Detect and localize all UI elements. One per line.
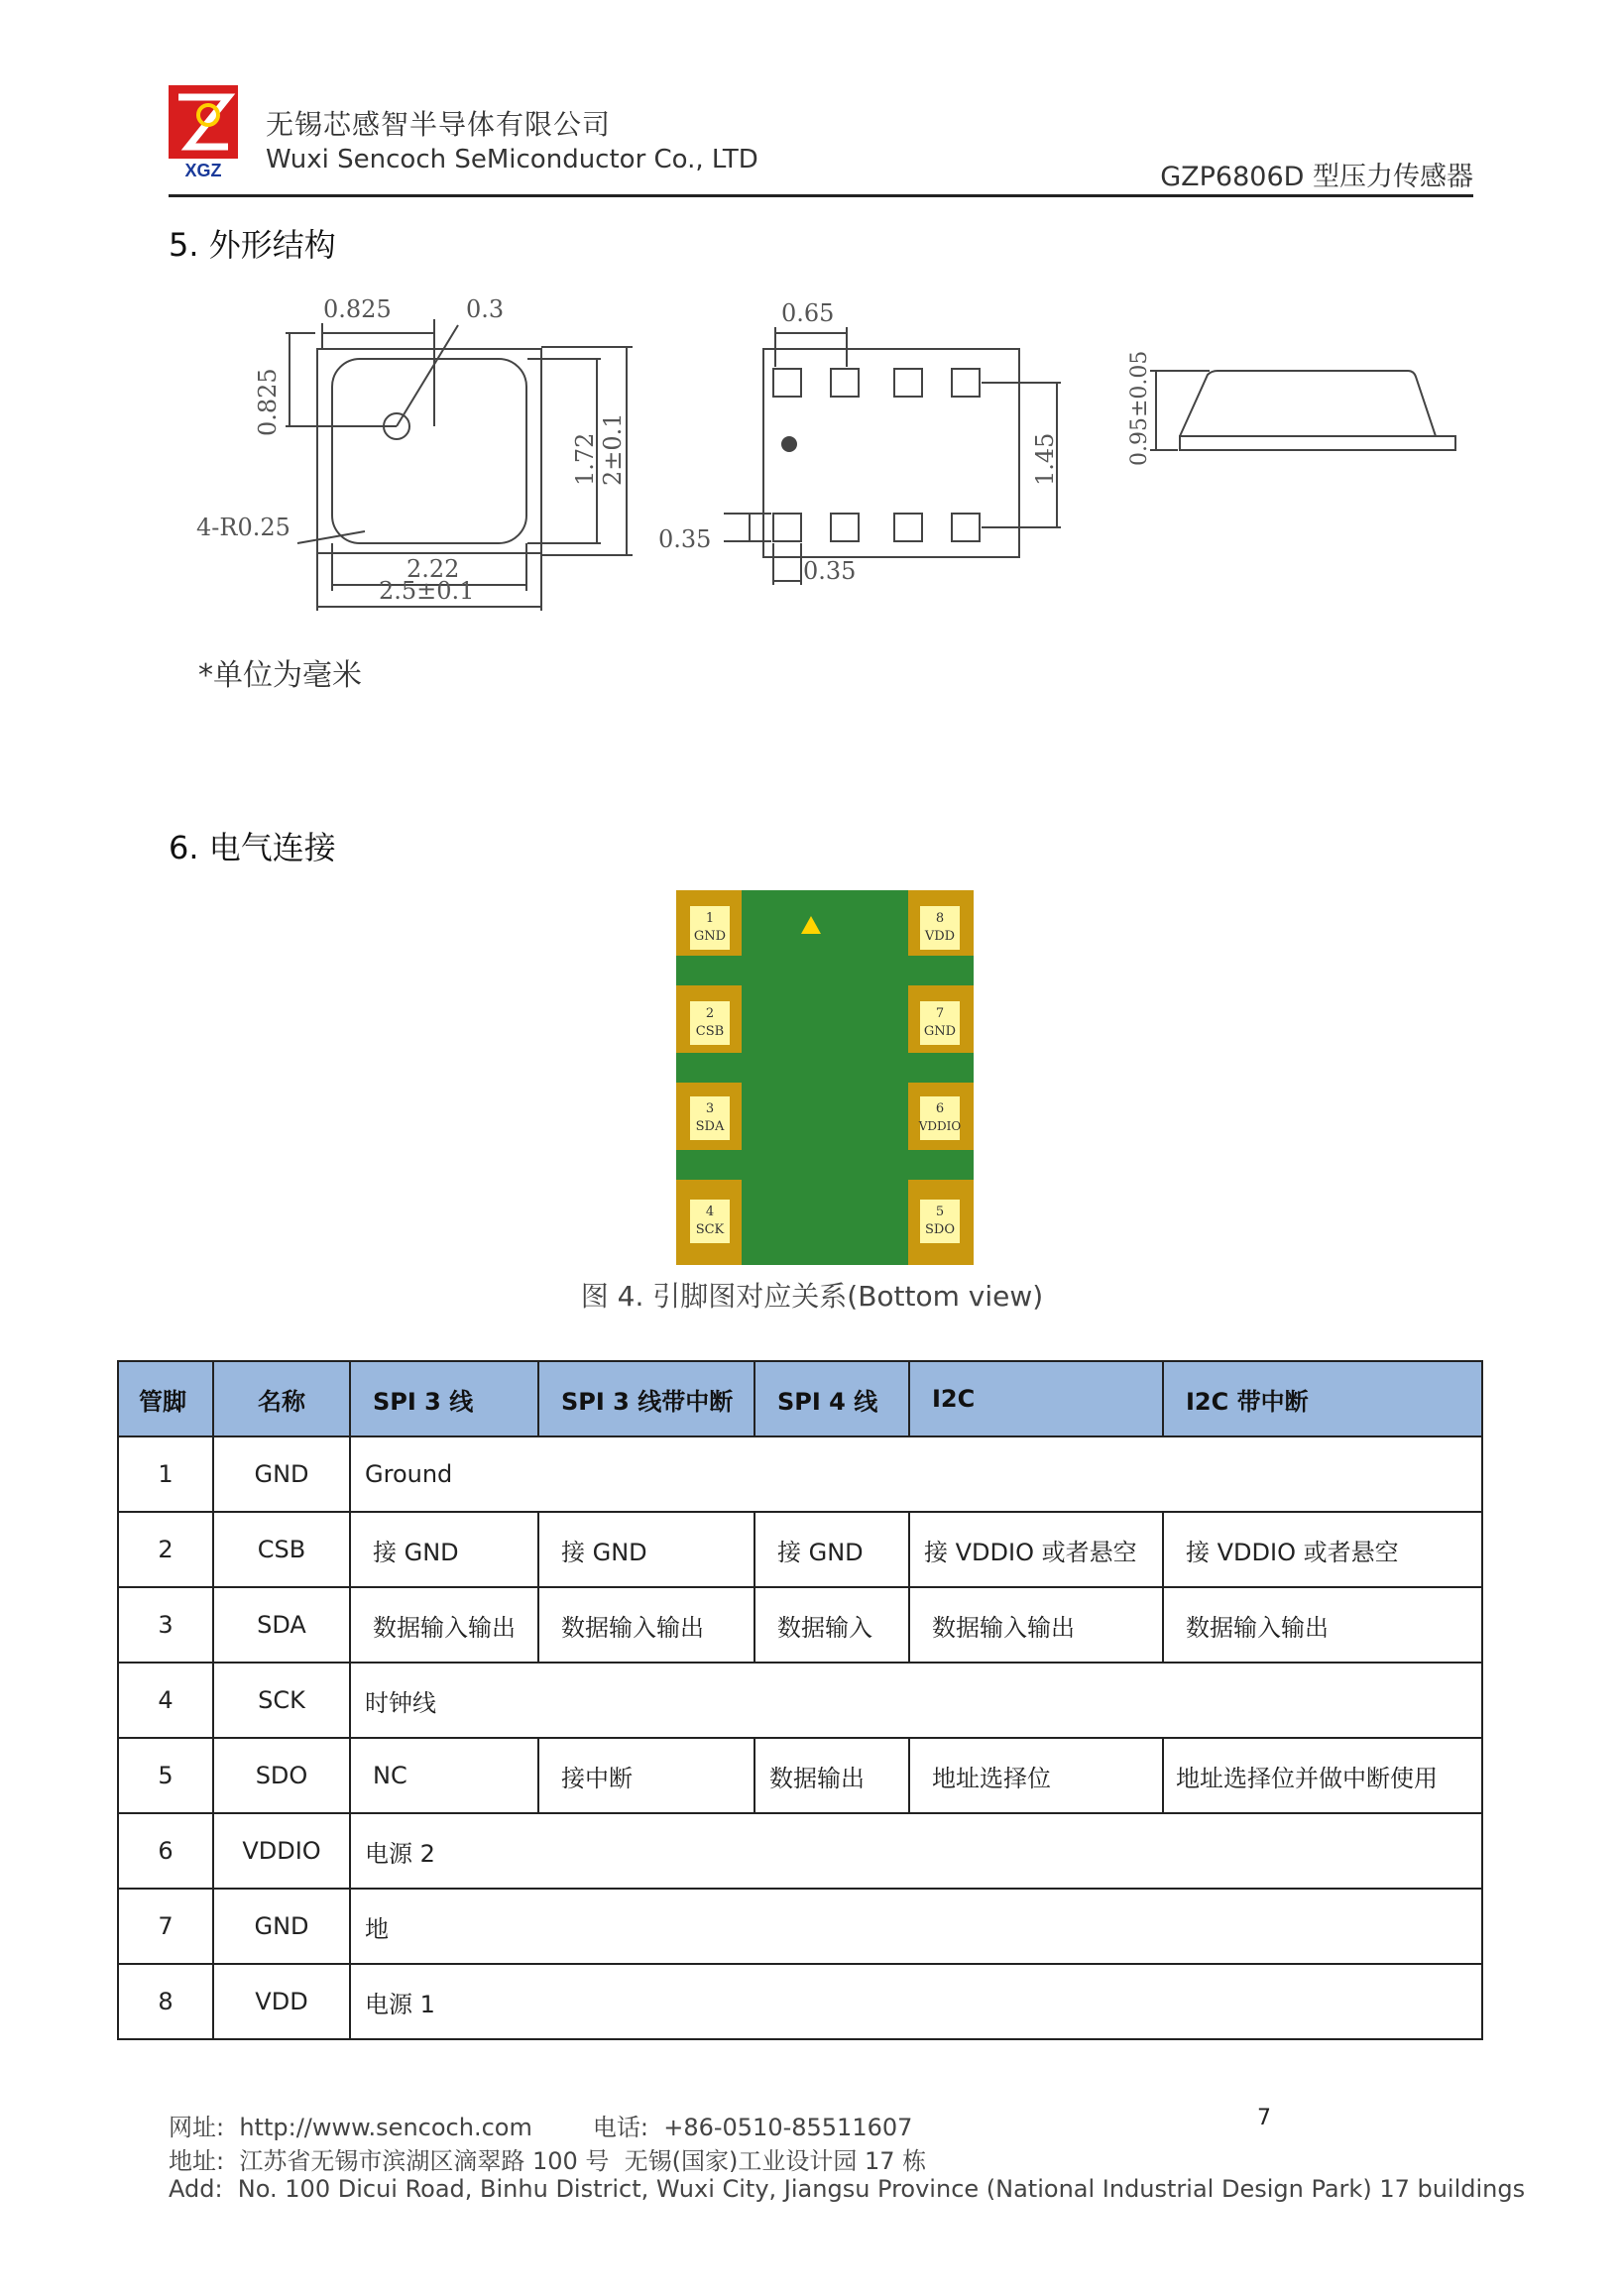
cell-name: GND [213, 1436, 350, 1512]
cell-i2c: 接 VDDIO 或者悬空 [909, 1512, 1163, 1587]
table-row [118, 1964, 1482, 2039]
cell-pin: 7 [118, 1889, 213, 1964]
pad-outline [894, 369, 922, 397]
table-row [118, 1663, 1482, 1738]
header-spi3: SPI 3 线 [350, 1361, 538, 1436]
outline-drawing [169, 287, 1467, 625]
cell-i2c: 地址选择位 [909, 1738, 1163, 1813]
pinout-diagram [676, 890, 974, 1265]
cell-pin: 8 [118, 1964, 213, 2039]
header-divider [169, 194, 1473, 197]
cell-spi4: 数据输入 [754, 1587, 909, 1663]
cell-spi4: 接 GND [754, 1512, 909, 1587]
cell-i2c: 数据输入输出 [909, 1587, 1163, 1663]
pin-3-num: 3 [705, 1101, 715, 1116]
pad-outline [773, 514, 801, 541]
pad-outline [773, 369, 801, 397]
pin1-marker [782, 437, 796, 451]
pin-1-num: 1 [705, 911, 715, 926]
table-row [118, 1889, 1482, 1964]
table-row [118, 1512, 1482, 1587]
pin-function-table [117, 1360, 1483, 2040]
dim-172: 1.72 [571, 432, 599, 486]
dim-r025: 4-R0.25 [196, 514, 290, 541]
pad-outline [831, 514, 859, 541]
dim-035-bottom: 0.35 [803, 557, 857, 585]
cell-spi3: NC [350, 1738, 538, 1813]
cell-name: VDD [213, 1964, 350, 2039]
pin-7-num: 7 [935, 1006, 945, 1021]
company-name-en: Wuxi Sencoch SeMiconductor Co., LTD [266, 145, 758, 174]
table-row [118, 1436, 1482, 1512]
footer-address-cn: 地址: 江苏省无锡市滨湖区滴翠路 100 号 无锡(国家)工业设计园 17 栋 [169, 2147, 927, 2175]
table-row [118, 1813, 1482, 1889]
pin-4-num: 4 [705, 1205, 715, 1219]
section-title-outline: 5. 外形结构 [169, 226, 336, 264]
dim-0825-top: 0.825 [323, 295, 392, 323]
pin-7-name: GND [923, 1024, 957, 1039]
cell-name: SDO [213, 1738, 350, 1813]
cell-spi3-int: 接 GND [538, 1512, 754, 1587]
header-pin: 管脚 [118, 1361, 213, 1436]
table-row [118, 1587, 1482, 1663]
header-spi4: SPI 4 线 [754, 1361, 909, 1436]
pin-2-name: CSB [695, 1024, 725, 1039]
company-name-cn: 无锡芯感智半导体有限公司 [266, 108, 612, 141]
cell-i2c-int: 数据输入输出 [1163, 1587, 1482, 1663]
cell-name: VDDIO [213, 1813, 350, 1889]
pin-5-name: SDO [925, 1222, 955, 1237]
pin-5-num: 5 [935, 1205, 945, 1219]
side-view-substrate [1180, 436, 1455, 450]
company-logo [169, 85, 238, 180]
dim-145: 1.45 [1031, 432, 1059, 486]
header-spi3-int: SPI 3 线带中断 [538, 1361, 754, 1436]
pin-4-name: SCK [695, 1222, 725, 1237]
pad-outline [952, 369, 980, 397]
dim-0825-side: 0.825 [254, 368, 282, 436]
cell-spi4: 数据输出 [754, 1738, 909, 1813]
cell-pin: 2 [118, 1512, 213, 1587]
top-view-lid [332, 359, 526, 543]
top-view-body [317, 349, 541, 553]
cell-pin: 6 [118, 1813, 213, 1889]
pin-6-num: 6 [935, 1101, 945, 1116]
section-title-electrical: 6. 电气连接 [169, 829, 336, 866]
logo-text: XGZ [184, 161, 222, 180]
cell-merged: Ground [350, 1436, 1482, 1512]
cell-merged: 电源 1 [350, 1964, 1482, 2039]
cell-pin: 1 [118, 1436, 213, 1512]
cell-name: GND [213, 1889, 350, 1964]
side-view-lid [1180, 371, 1436, 436]
header-i2c-int: I2C 带中断 [1163, 1361, 1482, 1436]
pin-8-name: VDD [924, 929, 956, 944]
dim-065: 0.65 [781, 299, 835, 327]
cell-pin: 4 [118, 1663, 213, 1738]
cell-name: SCK [213, 1663, 350, 1738]
pin-1-name: GND [693, 929, 727, 944]
pad-outline [894, 514, 922, 541]
dim-03: 0.3 [466, 295, 505, 323]
footer-address-en: Add: No. 100 Dicui Road, Binhu District, Wuxi City, Jiangsu Province (National Industrial Design Park) 17 buildings [169, 2175, 1526, 2203]
cell-merged: 地 [350, 1889, 1482, 1964]
pad-outline [952, 514, 980, 541]
document-title: GZP6806D 型压力传感器 [1160, 162, 1473, 192]
dim-25: 2.5±0.1 [379, 577, 475, 605]
table-row [118, 1738, 1482, 1813]
footer-website-phone: 网址: http://www.sencoch.com 电话: +86-0510-85511607 [169, 2114, 913, 2141]
dim-095: 0.95±0.05 [1127, 350, 1152, 466]
pin-6-name: VDDIO [918, 1119, 962, 1133]
cell-spi3: 接 GND [350, 1512, 538, 1587]
pin-3-name: SDA [695, 1119, 725, 1134]
dim-222: 2.22 [406, 555, 460, 583]
cell-merged: 时钟线 [350, 1663, 1482, 1738]
pad-outline [831, 369, 859, 397]
cell-i2c-int: 接 VDDIO 或者悬空 [1163, 1512, 1482, 1587]
cell-spi3: 数据输入输出 [350, 1587, 538, 1663]
figure-caption: 图 4. 引脚图对应关系(Bottom view) [580, 1280, 1044, 1313]
pin-8-num: 8 [935, 911, 945, 926]
header-i2c: I2C [909, 1361, 1163, 1436]
dim-035-left: 0.35 [658, 525, 712, 553]
cell-spi3-int: 接中断 [538, 1738, 754, 1813]
table-header-row [118, 1361, 1482, 1436]
pin-2-num: 2 [705, 1006, 715, 1021]
cell-spi3-int: 数据输入输出 [538, 1587, 754, 1663]
cell-i2c-int: 地址选择位并做中断使用 [1163, 1738, 1482, 1813]
header-name: 名称 [213, 1361, 350, 1436]
dim-2: 2±0.1 [599, 412, 627, 486]
unit-note: *单位为毫米 [198, 658, 362, 693]
cell-pin: 5 [118, 1738, 213, 1813]
cell-pin: 3 [118, 1587, 213, 1663]
page-number: 7 [1257, 2106, 1271, 2130]
cell-name: CSB [213, 1512, 350, 1587]
cell-merged: 电源 2 [350, 1813, 1482, 1889]
cell-name: SDA [213, 1587, 350, 1663]
